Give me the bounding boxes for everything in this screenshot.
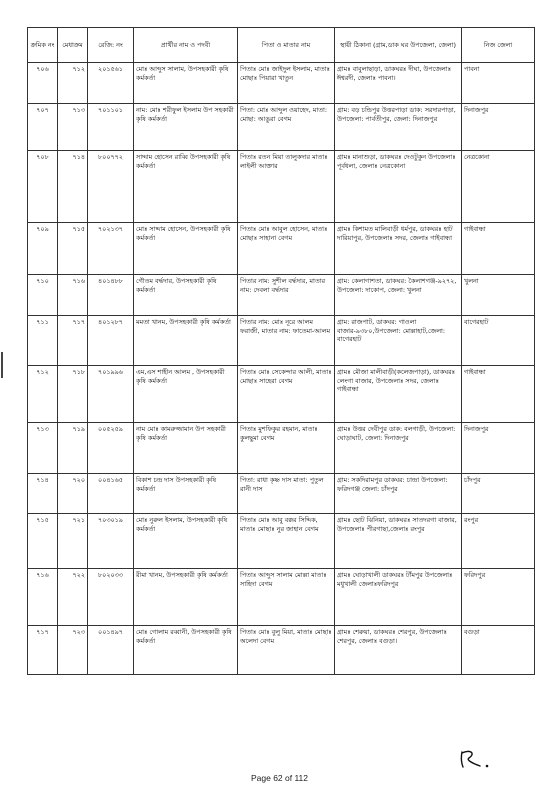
table-row — [28, 474, 535, 514]
cell-address: গ্রাম: সকদিরামপুর ডাকঘর: চান্দ্রা উপজেলা: ফরিদগঞ্জ জেলা: চাঁদপুর — [335, 474, 462, 514]
scan-edge-mark — [1, 352, 3, 378]
cell-reg: ৭০১৯৯৬ — [88, 366, 134, 423]
cell-parents: পিতাঃ মোঃ বুলু মিয়া, মাতাঃ মোছাঃ অলেদা বেগম — [238, 626, 335, 675]
table-row — [28, 223, 535, 275]
cell-address: গ্রামঃ বাবুলাছাড়া, ডাকঘরঃ দীঘা, উপজেলাঃ ঈশ্বরদী, জেলাঃ পাবনা। — [335, 63, 462, 104]
cell-address: গ্রামঃ শেরুয়া, ডাকঘরঃ শেরপুর, উপজেলাঃ শেরপুর, জেলাঃ বগুড়া। — [335, 626, 462, 675]
cell-merit: ৭১২ — [58, 63, 88, 104]
cell-reg: ০০৪১৬৫ — [88, 474, 134, 514]
table-row — [28, 514, 535, 569]
table-row — [28, 275, 535, 316]
cell-reg: ৪০১২৮৭ — [88, 316, 134, 366]
cell-district: চাঁদপুর — [462, 474, 535, 514]
cell-serial: ৭১৬ — [28, 569, 58, 626]
cell-reg: ৭০২১৩৭ — [88, 223, 134, 275]
cell-parents: পিতাঃ আব্দুস সালাম মোল্লা মাতাঃ সাহিদা বেগম — [238, 569, 335, 626]
cell-merit: ৭১৫ — [58, 223, 88, 275]
table-row — [28, 151, 535, 223]
cell-merit: ৭১৪ — [58, 151, 88, 223]
cell-merit: ৭২০ — [58, 474, 88, 514]
cell-serial: ৭১৭ — [28, 626, 58, 675]
cell-merit: ৭১৯ — [58, 423, 88, 474]
cell-district: ফরিদপুর — [462, 569, 535, 626]
header-serial: ক্রমিক নং — [28, 28, 58, 63]
cell-reg: ৮০০৭৭২ — [88, 151, 134, 223]
cell-parents: পিতাঃ রতন মিয়া তালুকদার মাতাঃ লাইলী আক্তার — [238, 151, 335, 223]
cell-name: গৌতম বর্দ্ধদার, উপসহকারী কৃষি কর্মকর্তা — [134, 275, 238, 316]
cell-district: পাবনা — [462, 63, 535, 104]
table-row — [28, 366, 535, 423]
cell-serial: ৭১৫ — [28, 514, 58, 569]
header-address: স্থায়ী ঠিকানা (গ্রাম,ডাক ঘর উপজেলা, জেলা) — [335, 28, 462, 63]
table-header-row — [28, 28, 535, 63]
cell-reg: ৪০১৪৮৮ — [88, 275, 134, 316]
table-row — [28, 569, 535, 626]
cell-name: সাদ্দাম হোসেন রাব্বি উপসহকারী কৃষি কর্মকর্তা — [134, 151, 238, 223]
cell-district: দিনাজপুর — [462, 104, 535, 151]
cell-serial: ৭০৬ — [28, 63, 58, 104]
cell-parents: পিতাঃ মোঃ আবুল হোসেন, মাতাঃ মোছাঃ সাহানা বেগম — [238, 223, 335, 275]
cell-address: গ্রামঃ মৌজা মালীবাড়ী(কলেজপাড়া), ডাকঘরঃ লেংগা বাজার, উপজেলাঃ সদর, জেলাঃ গাইবান্ধা — [335, 366, 462, 423]
cell-district: নেত্রকোনা — [462, 151, 535, 223]
cell-address: গ্রাম: বড় চন্ডিপুর উত্তরপাড়া ডাক: সরদারপাড়া, উপজেলা: পার্বতীপুর, জেলা: দিনাজপুর — [335, 104, 462, 151]
page-number: Page 62 of 112 — [250, 773, 309, 783]
cell-address: গ্রামঃ মানাশুড়া, ডাকঘরঃ দেওটুকুন উপজেলাঃ পূর্বধলা, জেলাঃ নেত্রকোনা — [335, 151, 462, 223]
cell-parents: পিতা: রাধা কৃষ্ণ দাস মাতা: পুতুল রানী দাস — [238, 474, 335, 514]
cell-parents: পিতার নাম: সুশীল বর্দ্ধদার, মাতার নাম: দেবলা বর্দ্ধদার — [238, 275, 335, 316]
cell-address: গ্রামঃ ঘোড়াখালী ডাকঘরঃ টাঁমপুর উপজেলাঃ মধুখালী জেলাঃফরিদপুর — [335, 569, 462, 626]
cell-district: গাইবান্ধা — [462, 366, 535, 423]
cell-merit: ৭১৩ — [58, 104, 88, 151]
cell-district: গাইবান্ধা — [462, 223, 535, 275]
cell-serial: ৭১০ — [28, 275, 58, 316]
cell-reg: ০০৫২৫৯ — [88, 423, 134, 474]
header-district: নিজ জেলা — [462, 28, 535, 63]
header-reg: রেজি: নং — [88, 28, 134, 63]
cell-parents: পিতার নাম: মোঃ নূরে আলম ফরাজী, মাতার নাম: ফাতেমা-আলম — [238, 316, 335, 366]
cell-district: খুলনা — [462, 275, 535, 316]
cell-parents: পিতাঃ মোঃ সেকেন্দার আলী, মাতাঃ মোছাঃ সাহেরা বেগম — [238, 366, 335, 423]
cell-name: রীমা খানম, উপসহকারী কৃষি কর্মকর্তা — [134, 569, 238, 626]
header-merit: মেধাক্রম — [58, 28, 88, 63]
cell-serial: ৭০৮ — [28, 151, 58, 223]
table-row — [28, 316, 535, 366]
cell-parents: পিতাঃ মোঃ জাইদুল ইসলাম, মাতাঃ মোছাঃ পিয়ারা খাতুন — [238, 63, 335, 104]
table-row — [28, 63, 535, 104]
cell-reg: ৮০২০৩৩ — [88, 569, 134, 626]
candidate-table — [27, 27, 535, 675]
cell-name: বিকাশ চন্দ্র দাস উপসহকারী কৃষি কর্মকর্তা — [134, 474, 238, 514]
cell-name: মোঃ গোলাম রব্বানী, উপসহকারী কৃষি কর্মকর্তা — [134, 626, 238, 675]
cell-address: গ্রাম: কেলাগাশতা, ডাকঘর: কৈলাশগঞ্জ-৯২৭২, উপজেলা: দাকোপ, জেলা: খুলনা — [335, 275, 462, 316]
cell-name: মোঃ সাদ্দাম হোসেন, উপসহকারী কৃষি কর্মকর্তা — [134, 223, 238, 275]
cell-serial: ৭১৪ — [28, 474, 58, 514]
cell-name: মোঃ নুরুল ইসলাম, উপসহকারী কৃষি কর্মকর্তা — [134, 514, 238, 569]
cell-reg: ৭০৩০১৯ — [88, 514, 134, 569]
cell-address: গ্রাম: রাজপাট, ডাকঘর: গাওলা বাজার-৯৩৮০,উপজেলা: মোল্লাহাট,জেলা: বাগেরহাট — [335, 316, 462, 366]
header-name: প্রার্থীর নাম ও পদবী — [134, 28, 238, 63]
header-parents: পিতা ও মাতার নাম — [238, 28, 335, 63]
cell-district: দিনাজপুর — [462, 423, 535, 474]
cell-parents: পিতা: মোঃ আব্দুল ওয়াহেদ, মাতা: মোছা: আঙুরা বেগম — [238, 104, 335, 151]
cell-serial: ৭১১ — [28, 316, 58, 366]
cell-merit: ৭২১ — [58, 514, 88, 569]
cell-serial: ৭০৯ — [28, 223, 58, 275]
cell-name: মমতা খানম, উপসহকারী কৃষি কর্মকর্তা — [134, 316, 238, 366]
cell-name: এম,এস শাহীন আলম , উপসহকারী কৃষি কর্মকর্তা — [134, 366, 238, 423]
cell-name: নাম: মোঃ শরীফুল ইসলাম উপ সহকারী কৃষি কর্মকর্তা — [134, 104, 238, 151]
table-row — [28, 626, 535, 675]
cell-merit: ৭১৬ — [58, 275, 88, 316]
cell-address: গ্রামঃ উত্তর দেবীপুর ডাক: বলগাড়ী, উপজেলা: ঘোড়াঘাট, জেলা: দিনাজপুর — [335, 423, 462, 474]
cell-serial: ৭১২ — [28, 366, 58, 423]
cell-reg: ০০১৪৯৭ — [88, 626, 134, 675]
cell-serial: ৭০৭ — [28, 104, 58, 151]
cell-parents: পিতাঃ মুশফিকুর রহমান, মাতাঃ কুলছুমা বেগম — [238, 423, 335, 474]
table-row — [28, 104, 535, 151]
cell-district: বগুড়া — [462, 626, 535, 675]
cell-address: গ্রামঃ কিশামত মালিবাড়ী ধর্মপুর, ডাকঘরঃ হাট দারিয়াপুর, উপজেলাঃ সদর, জেলাঃ গাইবান্ধা — [335, 223, 462, 275]
cell-district: রংপুর — [462, 514, 535, 569]
cell-district: বাগেরহাট — [462, 316, 535, 366]
table-row — [28, 423, 535, 474]
cell-address: গ্রামঃ ছোট ঝিনিয়া, ডাকঘরঃ সাতদরগা বাজার, উপজেলাঃ পীরগাছা,জেলাঃ রংপুর — [335, 514, 462, 569]
cell-reg: ২০১৫৬১ — [88, 63, 134, 104]
cell-name: মোঃ আব্দুস সালাম, উপসহকারী কৃষি কর্মকর্তা — [134, 63, 238, 104]
cell-merit: ৭২২ — [58, 569, 88, 626]
cell-name: নাম মোঃ কামরুজ্জামান উপ সহকারী কৃষি কর্মকর্তা — [134, 423, 238, 474]
cell-reg: ৭০১১০১ — [88, 104, 134, 151]
cell-merit: ৭১৮ — [58, 366, 88, 423]
cell-serial: ৭১৩ — [28, 423, 58, 474]
cell-merit: ৭২৩ — [58, 626, 88, 675]
cell-parents: পিতাঃ মোঃ আবু বক্কর সিদ্দিক, মাতাঃ মোছাঃ নুর জাহান বেগম — [238, 514, 335, 569]
signature-mark — [458, 749, 502, 769]
cell-merit: ৭১৭ — [58, 316, 88, 366]
